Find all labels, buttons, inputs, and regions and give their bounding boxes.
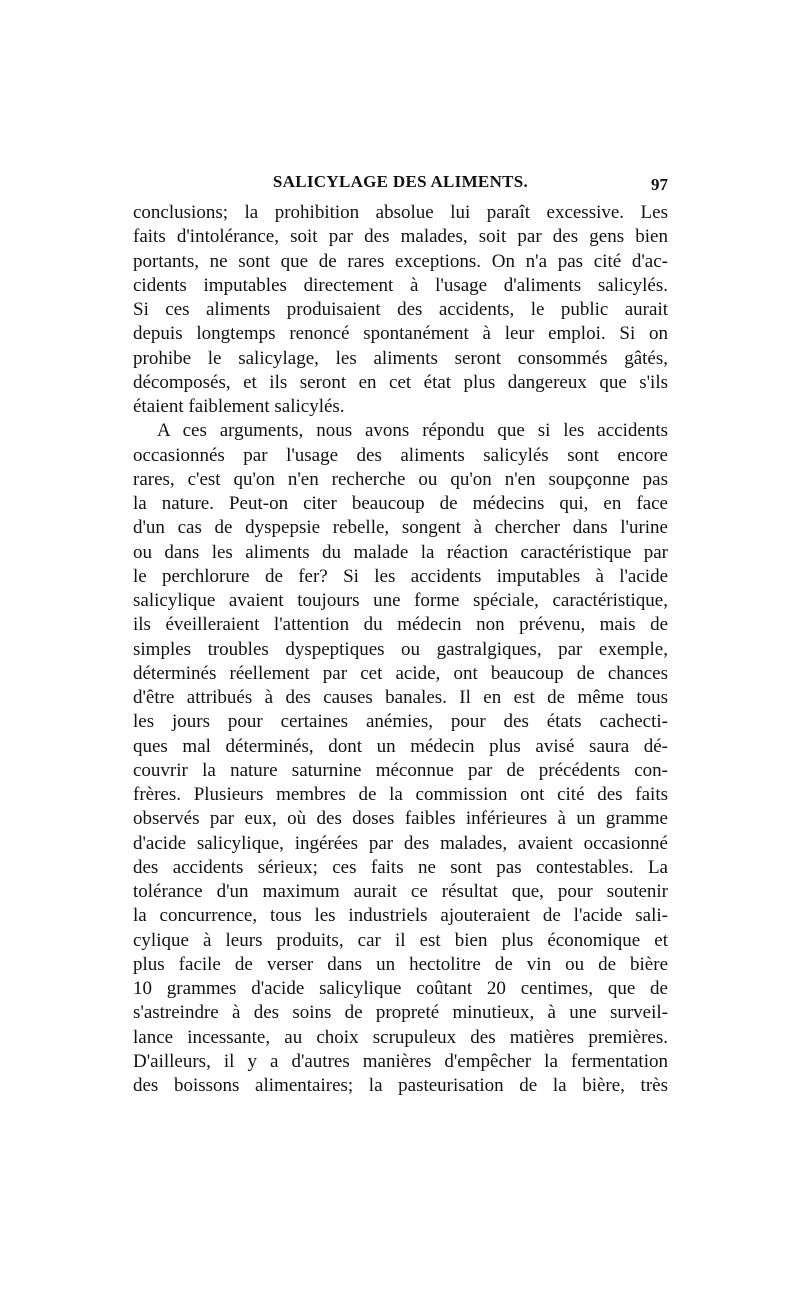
text-line: occasionnés par l'usage des aliments salicylés sont encore [133, 444, 668, 466]
text-line: la nature. Peut-on citer beaucoup de médecins qui, en face [133, 493, 668, 514]
page-number: 97 [651, 175, 668, 194]
text-line: d'être attribués à des causes banales. Il en est de même tous [133, 687, 668, 708]
text-line: le perchlorure de fer? Si les accidents imputables à l'acide [133, 565, 668, 587]
text-line: lance incessante, au choix scrupuleux des matières premières. [133, 1026, 668, 1048]
text-line: faits d'intolérance, soit par des malades, soit par des gens bien [133, 226, 668, 248]
text-line: conclusions; la prohibition absolue lui paraît excessive. Les [133, 202, 668, 223]
text-line: plus facile de verser dans un hectolitre de vin ou de bière [133, 953, 668, 975]
text-line: 10 grammes d'acide salicylique coûtant 20 centimes, que de [133, 978, 668, 999]
text-line: les jours pour certaines anémies, pour des états cachecti- [133, 711, 668, 733]
text-line: étaient faiblement salicylés. [133, 396, 345, 417]
body-text [133, 201, 668, 1098]
text-line: déterminés réellement par cet acide, ont beaucoup de chances [133, 662, 668, 684]
text-line: cylique à leurs produits, car il est bien plus économique et [133, 929, 668, 951]
text-line: ou dans les aliments du malade la réaction caractéristique par [133, 541, 668, 563]
text-line: s'astreindre à des soins de propreté minutieux, à une surveil- [133, 1002, 668, 1024]
text-line: prohibe le salicylage, les aliments seront consommés gâtés, [133, 347, 668, 369]
running-head [133, 172, 668, 200]
text-line: D'ailleurs, il y a d'autres manières d'empêcher la fermentation [133, 1050, 668, 1072]
text-line: cidents imputables directement à l'usage d'aliments salicylés. [133, 274, 668, 296]
text-line: ques mal déterminés, dont un médecin plus avisé saura dé- [133, 735, 668, 757]
text-line: ils éveilleraient l'attention du médecin non prévenu, mais de [133, 614, 668, 636]
text-line: tolérance d'un maximum aurait ce résultat que, pour soutenir [133, 881, 668, 902]
text-line: frères. Plusieurs membres de la commission ont cité des faits [133, 784, 668, 805]
text-line: couvrir la nature saturnine méconnue par de précédents con- [133, 759, 668, 781]
text-line: A ces arguments, nous avons répondu que si les accidents [157, 420, 668, 442]
text-line: des accidents sérieux; ces faits ne sont pas contestables. La [133, 856, 668, 878]
text-line: Si ces aliments produisaient des accidents, le public aurait [133, 299, 668, 320]
running-title: SALICYLAGE DES ALIMENTS. [272, 172, 529, 191]
text-line: portants, ne sont que de rares exceptions. On n'a pas cité d'ac- [133, 250, 668, 272]
text-line: la concurrence, tous les industriels ajouteraient de l'acide sali- [133, 905, 668, 927]
text-line: d'acide salicylique, ingérées par des malades, avaient occasionné [133, 832, 668, 854]
text-line: depuis longtemps renoncé spontanément à leur emploi. Si on [133, 323, 668, 345]
text-line: observés par eux, où des doses faibles inférieures à un gramme [133, 808, 668, 830]
text-line: salicylique avaient toujours une forme spéciale, caractéristique, [133, 590, 668, 611]
text-line: des boissons alimentaires; la pasteurisation de la bière, très [133, 1075, 668, 1096]
text-line: simples troubles dyspeptiques ou gastralgiques, par exemple, [133, 638, 668, 660]
text-line: d'un cas de dyspepsie rebelle, songent à chercher dans l'urine [133, 517, 668, 539]
text-line: rares, c'est qu'on n'en recherche ou qu'on n'en soupçonne pas [133, 468, 668, 490]
text-line: décomposés, et ils seront en cet état plus dangereux que s'ils [133, 371, 668, 393]
